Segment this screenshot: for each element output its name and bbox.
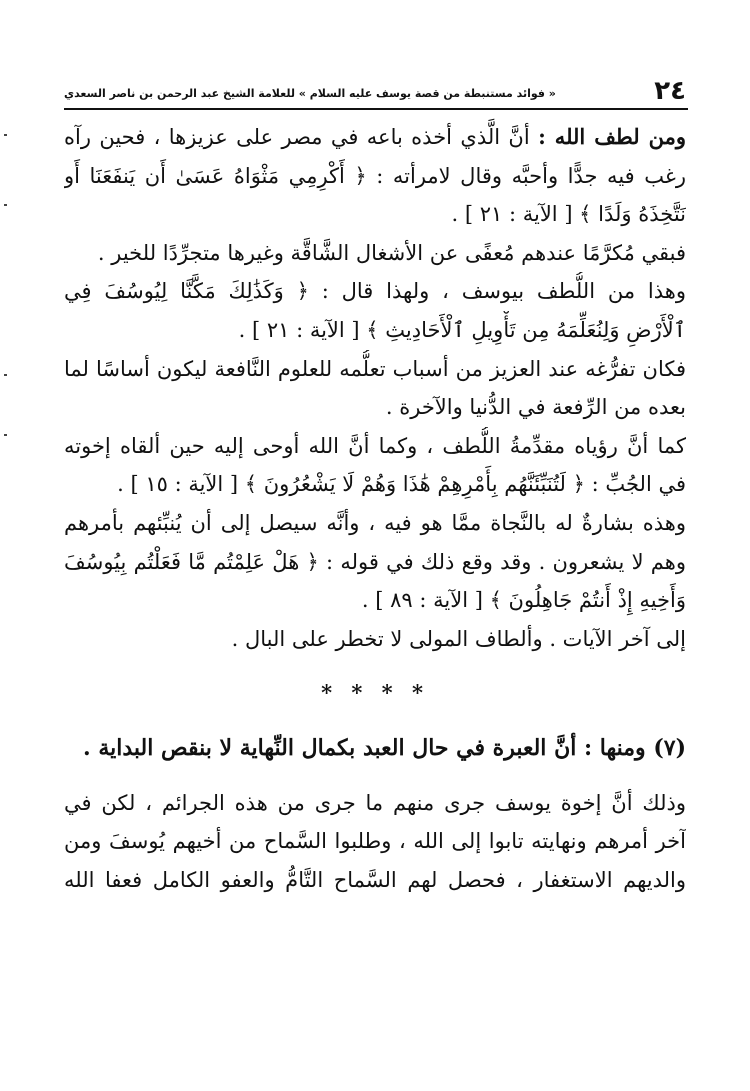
text-line: في الجُبِّ : ﴿ لَتُنَبِّئَنَّهُم بِأَمْرِهِمْ هَٰذَا وَهُمْ لَا يَشْعُرُونَ ﴾ [ الآية : ١٥ ] . xyxy=(117,472,686,497)
section-heading: (٧) ومنها : أنَّ العبرة في حال العبد بكمال النِّهاية لا بنقص البداية . xyxy=(83,734,686,761)
margin-mark xyxy=(4,134,7,136)
text-line: وذلك أنَّ إخوة يوسف جرى منهم ما جرى من هذه الجرائم ، لكن في xyxy=(64,790,686,815)
text-line: والديهم الاستغفار ، فحصل لهم السَّماح التَّامُّ والعفو الكامل فعفا الله xyxy=(64,867,686,892)
running-title: « فوائد مستنبطة من قصة يوسف عليه السلام » للعلامة الشيخ عبد الرحمن بن ناصر السعدي xyxy=(64,87,556,100)
page-header xyxy=(64,72,686,106)
text-line: فبقي مُكرَّمًا عندهم مُعفًى عن الأشغال الشَّاقَّة وغيرها متجرِّدًا للخير . xyxy=(97,240,686,265)
text-line: بعده من الرِّفعة في الدُّنيا والآخرة . xyxy=(385,395,686,420)
text-line: وَأَخِيهِ إِذْ أَنتُمْ جَاهِلُونَ ﴾ [ الآية : ٨٩ ] . xyxy=(361,588,686,613)
text-line xyxy=(64,118,686,157)
page-body xyxy=(64,118,686,899)
margin-mark xyxy=(4,434,7,436)
page-number: ٢٤ xyxy=(654,76,686,106)
text-line: وهم لا يشعرون . وقد وقع ذلك في قوله : ﴿ هَلْ عَلِمْتُم مَّا فَعَلْتُم بِيُوسُفَ xyxy=(64,549,686,574)
text-line: نَتَّخِذَهُ وَلَدًا ﴾ [ الآية : ٢١ ] . xyxy=(451,202,686,227)
text-line: آخر أمرهم ونهايته تابوا إلى الله ، وطلبوا السَّماح من أخيهم يُوسفَ ومن xyxy=(64,829,686,854)
text-line: إلى آخر الآيات . وألطاف المولى لا تخطر على البال . xyxy=(231,626,686,651)
text-span: أنَّ الَّذي أخذه باعه في مصر على عزيزها ، فحين رآه xyxy=(64,125,530,149)
lead-phrase: ومن لطف الله : xyxy=(538,124,686,149)
text-line: وهذه بشارةٌ له بالنَّجاة ممَّا هو فيه ، وأنَّه سيصل إلى أن يُنبِّئهم بأمرهم xyxy=(64,510,686,535)
text-line: وهذا من اللُّطف بيوسف ، ولهذا قال : ﴿ وَكَذَٰلِكَ مَكَّنَّا لِيُوسُفَ فِي xyxy=(64,279,686,304)
text-line: ٱلْأَرْضِ وَلِنُعَلِّمَهُ مِن تَأْوِيلِ ٱلْأَحَادِيثِ ﴾ [ الآية : ٢١ ] . xyxy=(238,317,686,342)
text-line: كما أنَّ رؤياه مقدِّمةُ اللُّطف ، وكما أنَّ الله أوحى إليه حين ألقاه إخوته xyxy=(64,433,686,458)
text-line: رغب فيه جدًّا وأحبَّه وقال لامرأته : ﴿ أَكْرِمِي مَثْوَاهُ عَسَىٰ أَن يَنفَعَنَا أَو xyxy=(64,163,686,188)
section-separator: * * * * xyxy=(321,680,429,706)
margin-mark xyxy=(4,204,7,206)
text-line: فكان تفرُّغه عند العزيز من أسباب تعلُّمه للعلوم النَّافعة ليكون أساسًا لما xyxy=(64,356,686,381)
header-rule xyxy=(64,108,688,110)
margin-mark xyxy=(4,374,7,376)
